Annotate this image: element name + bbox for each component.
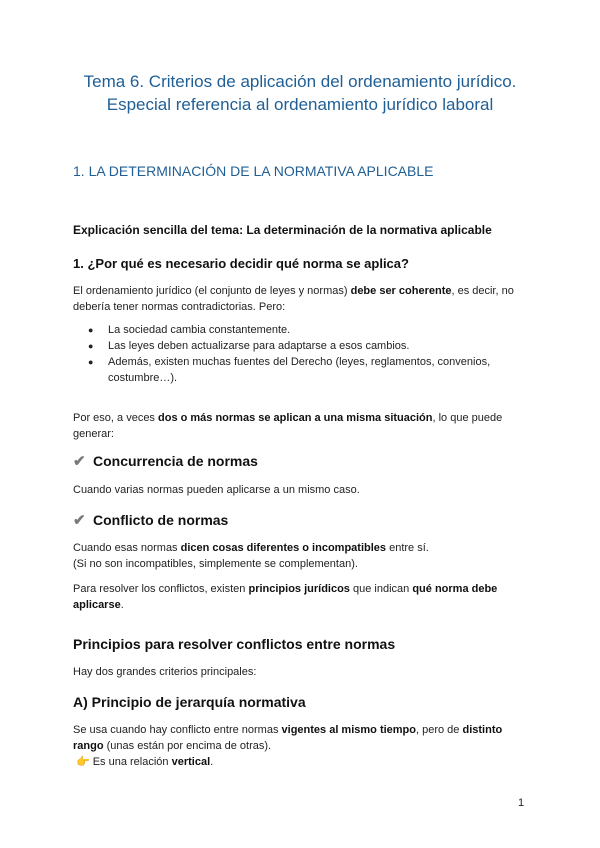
principios-text: Hay dos grandes criterios principales: bbox=[73, 666, 257, 678]
jerarquia-heading: A) Principio de jerarquía normativa bbox=[73, 694, 306, 710]
pointing-hand-icon: 👉 bbox=[76, 756, 90, 768]
paragraph-situacion: Por eso, a veces dos o más normas se aplican a una misma situación, lo que puede generar: bbox=[73, 412, 503, 440]
list-item: ● Las leyes deben actualizarse para adaptarse a esos cambios. bbox=[73, 338, 523, 354]
conflicto-heading: ✔ Conflicto de normas bbox=[73, 512, 229, 529]
document-title: Tema 6. Criterios de aplicación del ordenamiento jurídico. Especial referencia al ordenamiento jurídico laboral bbox=[83, 72, 517, 114]
jerarquia-text: Se usa cuando hay conflicto entre normas vigentes al mismo tiempo, pero de distinto rango (unas están por encima de otras). 👉 Es una relación vertical. bbox=[73, 724, 503, 768]
reasons-list bbox=[73, 322, 523, 386]
list-item: ● Además, existen muchas fuentes del Derecho (leyes, reglamentos, convenios, costumbre…). bbox=[73, 354, 523, 386]
section-heading-normativa: 1. LA DETERMINACIÓN DE LA NORMATIVA APLICABLE bbox=[73, 163, 434, 179]
check-mark-icon: ✔ bbox=[73, 512, 86, 529]
explanation-heading: Explicación sencilla del tema: La determinación de la normativa aplicable bbox=[73, 223, 492, 237]
page-number: 1 bbox=[518, 797, 525, 809]
question-heading: 1. ¿Por qué es necesario decidir qué norma se aplica? bbox=[73, 256, 409, 271]
paragraph-coherencia: El ordenamiento jurídico (el conjunto de leyes y normas) debe ser coherente, es decir, no debería tener normas contradictorias. Pero: bbox=[73, 285, 514, 313]
list-item: ● La sociedad cambia constantemente. bbox=[73, 322, 523, 338]
principios-heading: Principios para resolver conflictos entre normas bbox=[73, 636, 396, 652]
conflicto-text: Cuando esas normas dicen cosas diferentes o incompatibles entre sí. (Si no son incompatibles, simplemente se complementan). bbox=[73, 542, 429, 570]
paragraph-principios-juridicos: Para resolver los conflictos, existen principios jurídicos que indican qué norma debe aplicarse. bbox=[73, 583, 498, 611]
concurrencia-text: Cuando varias normas pueden aplicarse a un mismo caso. bbox=[73, 484, 360, 496]
check-mark-icon: ✔ bbox=[73, 453, 86, 470]
concurrencia-heading: ✔ Concurrencia de normas bbox=[73, 453, 258, 470]
